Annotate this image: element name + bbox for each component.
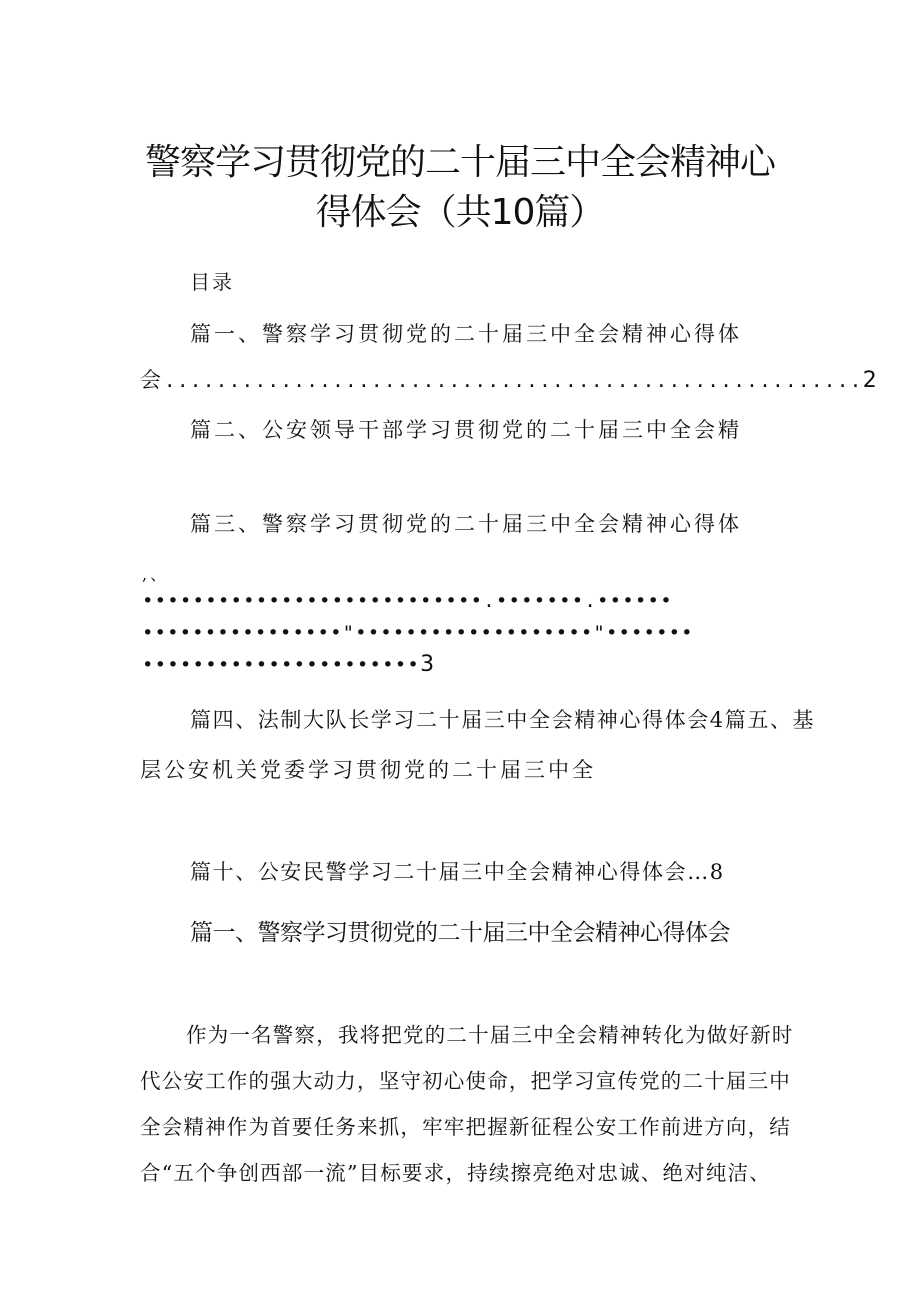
toc-item-1-leader-dots: ...................................................... (164, 370, 863, 392)
paragraph-line-4: 合“五个争创西部一流”目标要求，持续擦亮绝对忠诚、绝对纯洁、 (140, 1161, 771, 1185)
toc-item-3-leader-dots-row1: •••••••••••••••••••••••••••.•••••••.•••••• (142, 590, 673, 612)
document-title-line2: 得体会（共10篇） (315, 192, 605, 233)
toc-item-1-title-cont (140, 364, 877, 394)
paragraph-line-3: 全会精神作为首要任务来抓，牢牢把握新征程公安工作前进方向，结 (140, 1115, 791, 1139)
toc-item-5-title-cont: 层公安机关党委学习贯彻党的二十届三中全 (140, 758, 596, 782)
paragraph-line-2: 代公安工作的强大动力，坚守初心使命，把学习宣传党的二十届三中 (140, 1069, 791, 1093)
toc-item-1-title: 篇一、警察学习贯彻党的二十届三中全会精神心得体 (190, 322, 742, 346)
toc-item-1-title-tail: 会 (140, 368, 164, 392)
toc-item-2-title: 篇二、公安领导干部学习贯彻党的二十届三中全会精 (190, 418, 742, 442)
toc-item-3-page-number: 3 (420, 652, 435, 677)
toc-item-4-title: 篇四、法制大队长学习二十届三中全会精神心得体会4篇五、基 (190, 708, 816, 732)
paragraph-line-1: 作为一名警察，我将把党的二十届三中全会精神转化为做好新时 (186, 1023, 794, 1047)
toc-item-3-title: 篇三、警察学习贯彻党的二十届三中全会精神心得体 (190, 512, 742, 536)
toc-label: 目录 (190, 270, 234, 294)
document-title-line1: 警察学习贯彻党的二十届三中全会精神心 (144, 142, 775, 183)
toc-item-3-leader-row3 (142, 652, 434, 677)
toc-item-1-page-number: 2 (862, 368, 877, 393)
toc-item-3-marks: ,、 (142, 565, 170, 584)
toc-item-3-leader-dots-row2: ••••••••••••••••"•••••••••••••••••••"••••••• (142, 622, 694, 644)
toc-item-3-leader-dots-row3: •••••••••••••••••••••• (142, 654, 421, 676)
section-heading: 篇一、警察学习贯彻党的二十届三中全会精神心得体会 (190, 920, 730, 946)
toc-item-10-title: 篇十、公安民警学习二十届三中全会精神心得体会…8 (190, 860, 725, 884)
